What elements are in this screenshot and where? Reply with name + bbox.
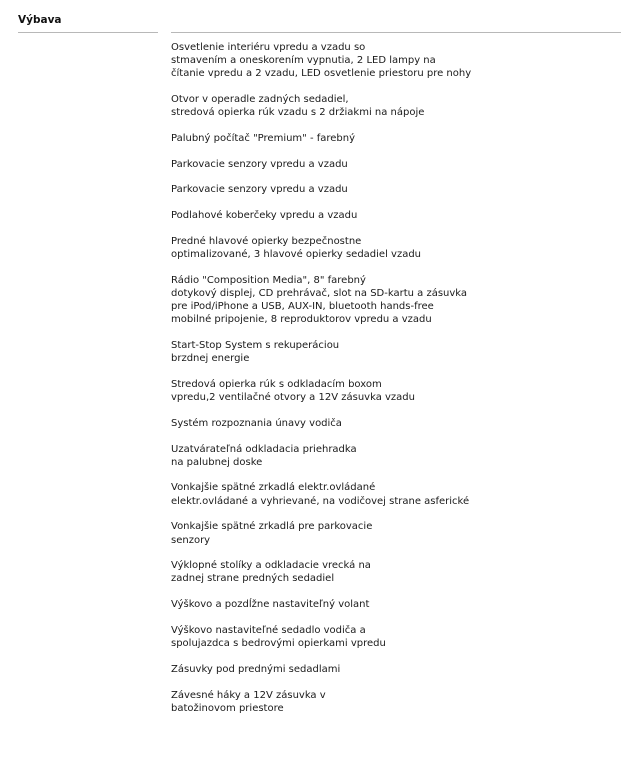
equipment-item-line: Rádio "Composition Media", 8" farebný: [171, 274, 366, 286]
equipment-list: [171, 41, 611, 727]
equipment-item-line: zadnej strane predných sedadiel: [171, 573, 335, 585]
equipment-item-line: dotykový displej, CD prehrávač, slot na SD-kartu a zásuvka: [171, 287, 468, 299]
equipment-item: [171, 183, 611, 196]
equipment-item-line: stredová opierka rúk vzadu s 2 držiakmi na nápoje: [171, 107, 425, 119]
equipment-item-line: Parkovacie senzory vpredu a vzadu: [171, 158, 348, 170]
equipment-item: [171, 443, 611, 469]
equipment-item-line: mobilné pripojenie, 8 reproduktorov vpredu a vzadu: [171, 314, 432, 326]
section-title: Výbava: [18, 14, 62, 26]
equipment-item: [171, 158, 611, 171]
equipment-item: [171, 209, 611, 222]
equipment-item-line: elektr.ovládané a vyhrievané, na vodičovej strane asferické: [171, 495, 470, 507]
equipment-item: [171, 598, 611, 611]
section-divider-right: [171, 32, 621, 33]
equipment-item-line: Otvor v operadle zadných sedadiel,: [171, 94, 349, 106]
equipment-item: [171, 417, 611, 430]
equipment-item-line: Závesné háky a 12V zásuvka v: [171, 689, 326, 701]
equipment-item-line: Zásuvky pod prednými sedadlami: [171, 663, 341, 675]
equipment-item: [171, 93, 611, 119]
section-divider-left: [18, 32, 158, 33]
equipment-item: [171, 689, 611, 715]
equipment-item: [171, 624, 611, 650]
equipment-item-line: brzdnej energie: [171, 353, 250, 365]
equipment-item: [171, 132, 611, 145]
equipment-item: [171, 481, 611, 507]
equipment-item-line: Predné hlavové opierky bezpečnostne: [171, 235, 362, 247]
equipment-item-line: stmavením a oneskorením vypnutia, 2 LED lampy na: [171, 55, 436, 67]
equipment-item-line: čítanie vpredu a 2 vzadu, LED osvetlenie priestoru pre nohy: [171, 68, 472, 80]
equipment-item: [171, 339, 611, 365]
equipment-item-line: pre iPod/iPhone a USB, AUX-IN, bluetooth hands-free: [171, 301, 434, 313]
equipment-item: [171, 559, 611, 585]
equipment-item-line: spolujazdca s bedrovými opierkami vpredu: [171, 638, 386, 650]
equipment-item-line: senzory: [171, 534, 211, 546]
equipment-item-line: Stredová opierka rúk s odkladacím boxom: [171, 378, 382, 390]
equipment-item: [171, 378, 611, 404]
equipment-item-line: vpredu,2 ventilačné otvory a 12V zásuvka vzadu: [171, 392, 415, 404]
equipment-item-line: Parkovacie senzory vpredu a vzadu: [171, 184, 348, 196]
equipment-item: [171, 274, 611, 327]
equipment-item: [171, 520, 611, 546]
equipment-item-line: Palubný počítač "Premium" - farebný: [171, 133, 356, 145]
equipment-item: [171, 235, 611, 261]
equipment-item-line: batožinovom priestore: [171, 702, 284, 714]
equipment-item-line: na palubnej doske: [171, 456, 263, 468]
equipment-item-line: Výškovo nastaviteľné sedadlo vodiča a: [171, 624, 366, 636]
equipment-item-line: Vonkajšie spätné zrkadlá elektr.ovládané: [171, 482, 376, 494]
equipment-item-line: Uzatvárateľná odkladacia priehradka: [171, 443, 357, 455]
equipment-item: [171, 41, 611, 81]
equipment-item-line: Výklopné stolíky a odkladacie vrecká na: [171, 560, 371, 572]
equipment-item: [171, 663, 611, 676]
equipment-item-line: optimalizované, 3 hlavové opierky sedadiel vzadu: [171, 249, 422, 261]
equipment-item-line: Vonkajšie spätné zrkadlá pre parkovacie: [171, 521, 373, 533]
equipment-item-line: Systém rozpoznania únavy vodiča: [171, 417, 342, 429]
equipment-item-line: Osvetlenie interiéru vpredu a vzadu so: [171, 42, 366, 53]
equipment-item-line: Výškovo a pozdĺžne nastaviteľný volant: [171, 599, 370, 611]
equipment-item-line: Podlahové koberčeky vpredu a vzadu: [171, 210, 358, 222]
section-header: [18, 13, 158, 27]
equipment-item-line: Start-Stop System s rekuperáciou: [171, 340, 340, 352]
